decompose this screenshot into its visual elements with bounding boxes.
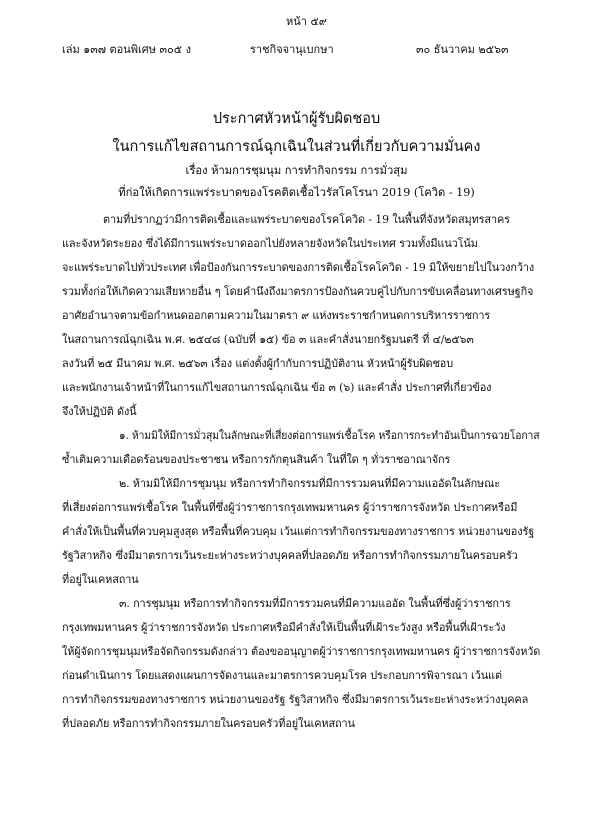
clause-3-line: ให้ผู้จัดการชุมนุมหรือจัดกิจกรรมดังกล่าว ต้องขออนุญาตผู้ว่าราชการกรุงเทพมหานคร ผู้ว่าราชการจังหวัด xyxy=(62,645,541,658)
title-line-2: ในการแก้ไขสถานการณ์ฉุกเฉินในส่วนที่เกี่ยวกับความมั่นคง xyxy=(112,139,481,155)
paragraph-line: จะแพร่ระบาดไปทั่วประเทศ เพื่อป้องกันการระบาดของการติดเชื้อโรคโควิด - 19 มิให้ขยายไปในวงกว้าง xyxy=(62,261,535,274)
clause-2-line: ที่อยู่ในเคหสถาน xyxy=(62,573,139,586)
page-number: หน้า ๕๙ xyxy=(286,15,327,28)
volume-info: เล่ม ๑๓๗ ตอนพิเศษ ๓๐๕ ง xyxy=(62,43,191,56)
paragraph-line: ลงวันที่ ๒๕ มีนาคม พ.ศ. ๒๕๖๓ เรื่อง แต่งตั้งผู้กำกับการปฏิบัติงาน หัวหน้าผู้รับผิดชอบ xyxy=(62,357,454,370)
clause-3-line: ๓. การชุมนุม หรือการทำกิจกรรมที่มีการรวมคนที่มีความแออัด ในพื้นที่ซึ่งผู้ว่าราชการ xyxy=(119,597,511,610)
paragraph-line: และพนักงานเจ้าหน้าที่ในการแก้ไขสถานการณ์ฉุกเฉิน ข้อ ๓ (๖) และคำสั่ง ประกาศที่เกี่ยวข้อง xyxy=(62,381,492,394)
clause-3-line: การทำกิจกรรมของทางราชการ หน่วยงานของรัฐ รัฐวิสาหกิจ ซึ่งมีมาตรการเว้นระยะห่างระหว่างบุคคล xyxy=(62,693,529,706)
clause-2-line: คำสั่งให้เป็นพื้นที่ควบคุมสูงสุด หรือพื้นที่ควบคุม เว้นแต่การทำกิจกรรมของทางราชการ หน่วยงานของรัฐ xyxy=(62,525,535,538)
subject-line-2: ที่ก่อให้เกิดการแพร่ระบาดของโรคติดเชื้อไวรัสโคโรนา 2019 (โควิด - 19) xyxy=(118,186,475,199)
publish-date: ๓๐ ธันวาคม ๒๕๖๓ xyxy=(416,43,509,56)
clause-3-line: ที่ปลอดภัย หรือการทำกิจกรรมภายในครอบครัวที่อยู่ในเคหสถาน xyxy=(62,717,355,730)
paragraph-line: รวมทั้งก่อให้เกิดความเสียหายอื่น ๆ โดยคำนึงถึงมาตรการป้องกันควบคู่ไปกับการขับเคลื่อนทางเศรษฐกิจ xyxy=(62,285,534,298)
gazette-name: ราชกิจจานุเบกษา xyxy=(250,43,334,56)
paragraph-line: ในสถานการณ์ฉุกเฉิน พ.ศ. ๒๕๔๘ (ฉบับที่ ๑๕) ข้อ ๓ และคำสั่งนายกรัฐมนตรี ที่ ๔/๒๕๖๓ xyxy=(62,333,474,346)
clause-3-line: กรุงเทพมหานคร ผู้ว่าราชการจังหวัด ประกาศหรือมีคำสั่งให้เป็นพื้นที่เฝ้าระวังสูง หรือพื้นที่เฝ้าระวัง xyxy=(62,621,506,634)
title-line-1: ประกาศหัวหน้าผู้รับผิดชอบ xyxy=(212,111,381,127)
paragraph-line: อาศัยอำนาจตามข้อกำหนดออกตามความในมาตรา ๙ แห่งพระราชกำหนดการบริหารราชการ xyxy=(62,309,491,322)
clause-2-line: ๒. ห้ามมิให้มีการชุมนุม หรือการทำกิจกรรมที่มีการรวมคนที่มีความแออัดในลักษณะ xyxy=(119,477,500,490)
paragraph-line: จึงให้ปฏิบัติ ดังนี้ xyxy=(62,405,137,418)
clause-2-line: ที่เสี่ยงต่อการแพร่เชื้อโรค ในพื้นที่ซึ่งผู้ว่าราชการกรุงเทพมหานคร ผู้ว่าราชการจังหวัด ประกาศหรือมี xyxy=(62,501,518,514)
paragraph-line: และจังหวัดระยอง ซึ่งได้มีการแพร่ระบาดออกไปยังหลายจังหวัดในประเทศ รวมทั้งมีแนวโน้ม xyxy=(62,237,478,250)
clause-1-line: ๑. ห้ามมิให้มีการมั่วสุมในลักษณะที่เสี่ยงต่อการแพร่เชื้อโรค หรือการกระทำอันเป็นการฉวยโอกาส xyxy=(119,429,540,442)
clause-3-line: ก่อนดำเนินการ โดยแสดงแผนการจัดงานและมาตรการควบคุมโรค ประกอบการพิจารณา เว้นแต่ xyxy=(62,669,502,682)
subject-line-1: เรื่อง ห้ามการชุมนุม การทำกิจกรรม การมั่วสุม xyxy=(185,164,408,177)
clause-2-line: รัฐวิสาหกิจ ซึ่งมีมาตรการเว้นระยะห่างระหว่างบุคคลที่ปลอดภัย หรือการทำกิจกรรมภายในครอบครัว xyxy=(62,549,518,562)
paragraph-line: ตามที่ปรากฏว่ามีการติดเชื้อและแพร่ระบาดของโรคโควิด - 19 ในพื้นที่จังหวัดสมุทรสาคร xyxy=(103,213,510,226)
clause-1-line: ซ้ำเติมความเดือดร้อนของประชาชน หรือการกักตุนสินค้า ในที่ใด ๆ ทั่วราชอาณาจักร xyxy=(62,453,451,466)
